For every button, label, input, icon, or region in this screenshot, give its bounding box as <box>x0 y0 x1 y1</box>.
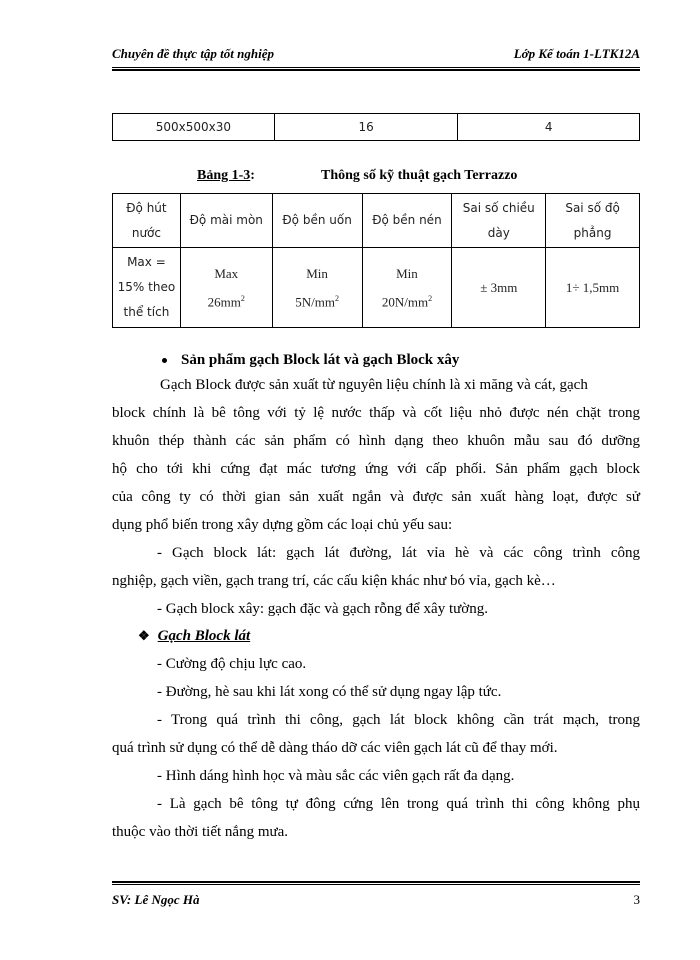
section-heading: Sản phẩm gạch Block lát và gạch Block xây <box>162 352 459 369</box>
page-number: 3 <box>633 892 640 907</box>
cell-water-absorption: Max = 15% theo thể tích <box>113 248 181 328</box>
page-footer <box>112 892 640 912</box>
header-class-name: Lớp Kế toán 1-LTK12A <box>513 46 640 61</box>
header-flatness-tolerance: Sai số độ phẳng <box>546 194 640 248</box>
header-rule <box>112 67 640 71</box>
cell-abrasion: Max $26mm^2$ <box>180 248 272 328</box>
paragraph-line: dụng phổ biến trong xây dựng gồm các loại chủ yếu sau: <box>112 517 453 533</box>
bullet-icon <box>162 358 167 363</box>
paragraph-line: khuôn thép thành các sản phẩm có hình dạng theo khuôn mẫu sau đó dưỡng <box>112 433 640 449</box>
table-cell: 500x500x30 <box>113 114 275 141</box>
header-compressive-strength: Độ bền nén <box>362 194 452 248</box>
table-row <box>113 114 640 141</box>
table-cell: 4 <box>458 114 640 141</box>
cell-compressive-strength: Min $20N/mm^2$ <box>362 248 452 328</box>
caption-title: Thông số kỹ thuật gạch Terrazzo <box>321 168 518 183</box>
list-item: - Hình dáng hình học và màu sắc các viên gạch rất đa dạng. <box>157 768 515 784</box>
list-item-continuation: nghiệp, gạch viền, gạch trang trí, các cấu kiện khác như bó vỉa, gạch kè… <box>112 573 556 589</box>
table-header-row <box>113 194 640 248</box>
diamond-bullet-icon: ❖ <box>138 628 150 643</box>
paragraph-line: Gạch Block được sản xuất từ nguyên liệu chính là xi măng và cát, gạch <box>160 377 588 393</box>
list-item: - Đường, hè sau khi lát xong có thể sử dụng ngay lập tức. <box>157 684 502 700</box>
list-item: - Gạch block xây: gạch đặc và gạch rỗng để xây tường. <box>157 601 488 617</box>
header-document-title: Chuyên đề thực tập tốt nghiệp <box>112 46 274 61</box>
table-caption <box>197 168 577 184</box>
list-item: - Trong quá trình thi công, gạch lát block không cần trát mạch, trong <box>157 712 640 728</box>
paragraph-line: của công ty có thời gian sản xuất ngắn và được sản xuất hàng loạt, được sử <box>112 489 640 505</box>
list-item: - Cường độ chịu lực cao. <box>157 656 307 672</box>
caption-label: Bảng 1-3 <box>197 168 251 183</box>
paragraph-line: block chính là bê tông với tỷ lệ nước thấp và cốt liệu nhỏ được nén chặt trong <box>112 405 640 421</box>
list-item: - Là gạch bê tông tự đông cứng lên trong quá trình thi công không phụ <box>157 796 640 812</box>
table-cell: 16 <box>274 114 458 141</box>
list-item-continuation: thuộc vào thời tiết nắng mưa. <box>112 824 289 840</box>
list-item: - Gạch block lát: gạch lát đường, lát vỉa hè và các công trình công <box>157 545 640 561</box>
paragraph-line: hộ cho tới khi cứng đạt mác tương ứng với cấp phối. Sản phẩm gạch block <box>112 461 640 477</box>
header-flexural-strength: Độ bền uốn <box>272 194 362 248</box>
cell-flexural-strength: Min $5N/mm^2$ <box>272 248 362 328</box>
header-thickness-tolerance: Sai số chiều dày <box>452 194 546 248</box>
table-row <box>113 248 640 328</box>
header-water-absorption: Độ hút nước <box>113 194 181 248</box>
footer-rule <box>112 881 640 885</box>
footer-student-name: SV: Lê Ngọc Hà <box>112 892 200 907</box>
cell-flatness-tolerance: 1÷ 1,5mm <box>546 248 640 328</box>
cell-thickness-tolerance: ± 3mm <box>452 248 546 328</box>
top-table-fragment <box>112 113 640 141</box>
sub-heading: ❖ Gạch Block lát <box>138 628 251 644</box>
header-abrasion: Độ mài mòn <box>180 194 272 248</box>
list-item-continuation: quá trình sử dụng có thể dễ dàng tháo dỡ các viên gạch lát cũ để thay mới. <box>112 740 558 756</box>
caption-colon: : <box>250 168 255 183</box>
terrazzo-spec-table <box>112 193 640 328</box>
